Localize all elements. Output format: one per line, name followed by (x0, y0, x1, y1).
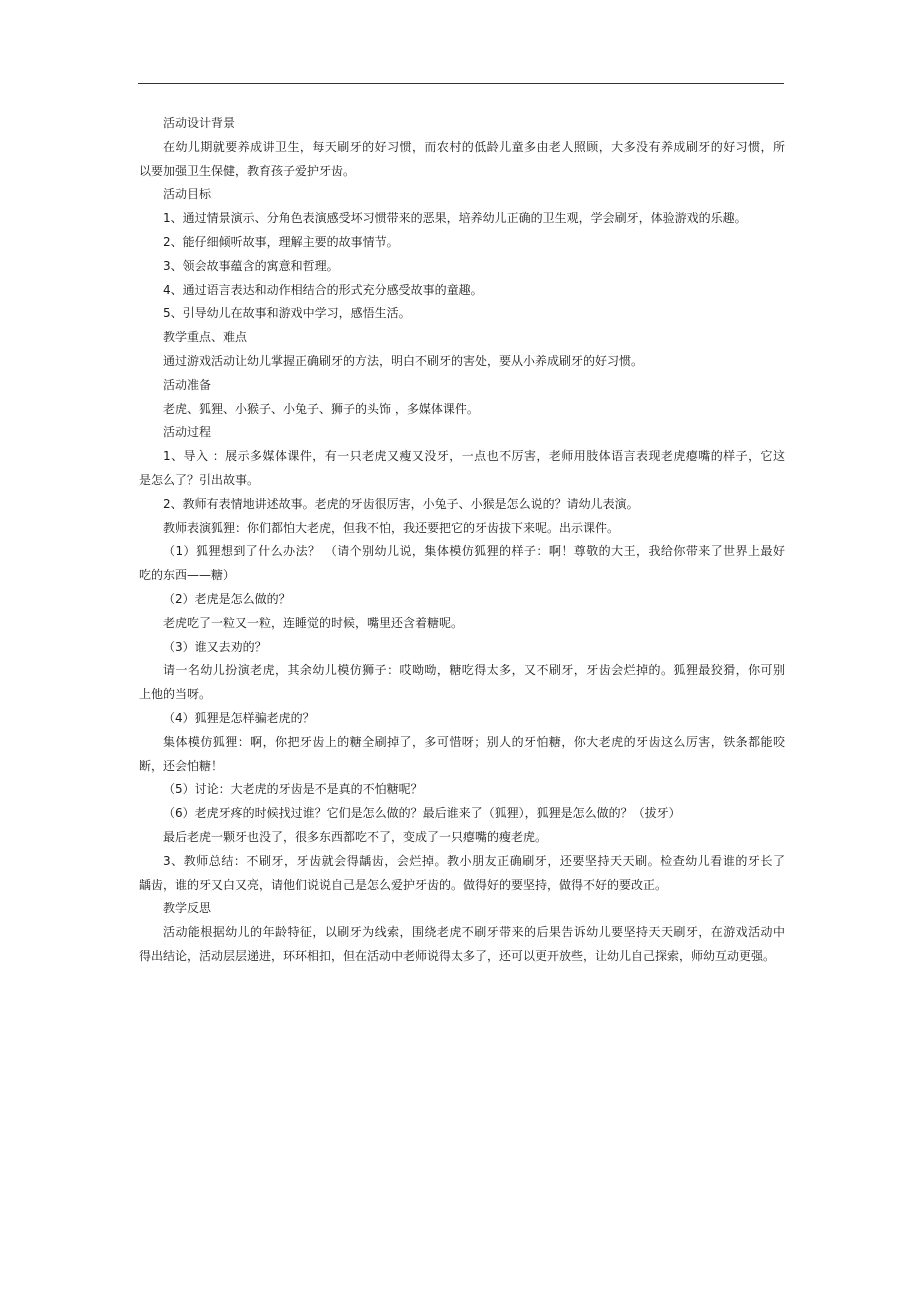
section-heading-reflection: 教学反思 (163, 901, 212, 916)
paragraph-line: 1、导入 ：展示多媒体课件，有一只老虎又瘦又没牙，一点也不厉害，老师用肢体语言表现老虎瘪嘴的样子，它这 (163, 449, 785, 464)
paragraph-line: 得出结论，活动层层递进，环环相扣，但在活动中老师说得太多了，还可以更开放些，让幼儿自己探索，师幼互动更强。 (139, 948, 776, 963)
goal-item: 4、通过语言表达和动作相结合的形式充分感受故事的童趣。 (163, 282, 483, 297)
paragraph-line: 在幼儿期就要养成讲卫生，每天刷牙的好习惯，而农村的低龄儿童多由老人照顾，大多没有养成刷牙的好习惯，所 (163, 139, 785, 154)
paragraph-line: 是怎么了？引出故事。 (139, 472, 260, 487)
section-heading-key-points: 教学重点、难点 (163, 330, 248, 345)
paragraph-line: 断，还会怕糖！ (139, 758, 224, 773)
paragraph-line: 老虎吃了一粒又一粒，连睡觉的时候，嘴里还含着糖呢。 (163, 615, 464, 630)
section-heading-background: 活动设计背景 (163, 116, 236, 130)
header-rule (138, 83, 784, 84)
paragraph-line: 请一名幼儿扮演老虎，其余幼儿模仿狮子：哎呦呦，糖吃得太多，又不刷牙，牙齿会烂掉的。狐狸最狡猾，你可别 (163, 663, 785, 678)
paragraph-line: 通过游戏活动让幼儿掌握正确刷牙的方法，明白不刷牙的害处，要从小养成刷牙的好习惯。 (163, 353, 644, 368)
paragraph-line: 教师表演狐狸：你们都怕大老虎，但我不怕，我还要把它的牙齿拔下来呢。出示课件。 (163, 520, 620, 535)
paragraph-line: （3）谁又去劝的？ (163, 639, 267, 654)
paragraph-line: 3、教师总结：不刷牙，牙齿就会得龋齿，会烂掉。教小朋友正确刷牙，还要坚持天天刷。检查幼儿看谁的牙长了 (163, 853, 785, 868)
goal-item: 2、能仔细倾听故事，理解主要的故事情节。 (163, 234, 399, 249)
paragraph-line: （1）狐狸想到了什么办法？ （请个别幼儿说，集体模仿狐狸的样子：啊！尊敬的大王，我给你带来了世界上最好 (163, 544, 785, 559)
goal-item: 5、引导幼儿在故事和游戏中学习，感悟生活。 (163, 306, 411, 321)
goal-item: 1、通过情景演示、分角色表演感受坏习惯带来的恶果，培养幼儿正确的卫生观，学会刷牙，体验游戏的乐趣。 (163, 211, 747, 226)
paragraph-line: （5）讨论：大老虎的牙齿是不是真的不怕糖呢？ (163, 782, 423, 797)
paragraph-line: 上他的当呀。 (139, 687, 212, 702)
paragraph-line: 吃的东西——糖） (139, 568, 236, 583)
paragraph-line: 2、教师有表情地讲述故事。老虎的牙齿很厉害，小兔子、小猴是怎么说的？请幼儿表演。 (163, 496, 639, 511)
paragraph-line: （2）老虎是怎么做的？ (163, 591, 291, 606)
paragraph-line: 老虎、狐狸、小猴子、小兔子、狮子的头饰 ，多媒体课件。 (163, 401, 479, 416)
paragraph-line: 以要加强卫生保健，教育孩子爱护牙齿。 (139, 163, 356, 178)
paragraph-line: 最后老虎一颗牙也没了，很多东西都吃不了，变成了一只瘪嘴的瘦老虎。 (163, 829, 548, 844)
document-body (139, 112, 785, 969)
paragraph-line: 龋齿，谁的牙又白又亮，请他们说说自己是怎么爱护牙齿的。做得好的要坚持，做得不好的要改正。 (139, 877, 668, 892)
paragraph-line: 集体模仿狐狸：啊，你把牙齿上的糖全刷掉了，多可惜呀；别人的牙怕糖，你大老虎的牙齿这么厉害，铁条都能咬 (163, 734, 785, 749)
paragraph-line: （6）老虎牙疼的时候找过谁？它们是怎么做的？最后谁来了（狐狸），狐狸是怎么做的？（拔牙） (163, 806, 681, 821)
section-heading-process: 活动过程 (163, 425, 212, 440)
paragraph-line: （4）狐狸是怎样骗老虎的？ (163, 710, 315, 725)
section-heading-preparation: 活动准备 (163, 377, 212, 392)
section-heading-goals: 活动目标 (163, 187, 212, 202)
paragraph-line: 活动能根据幼儿的年龄特征，以刷牙为线索，围绕老虎不刷牙带来的后果告诉幼儿要坚持天天刷牙，在游戏活动中 (163, 925, 785, 940)
goal-item: 3、领会故事蕴含的寓意和哲理。 (163, 258, 339, 273)
